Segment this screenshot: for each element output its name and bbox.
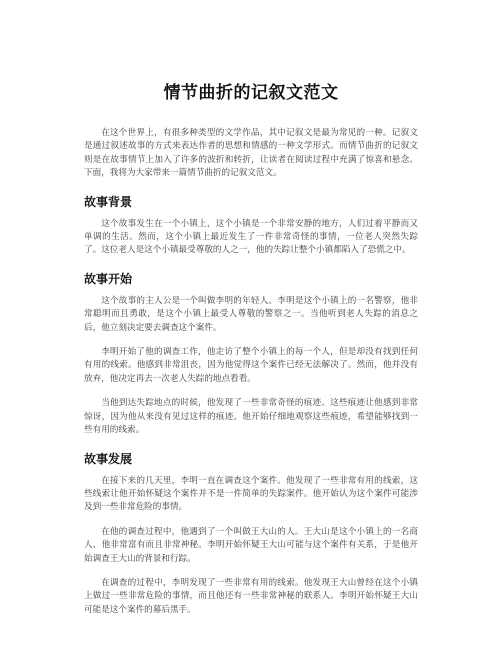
section-paragraph: 李明开始了他的调查工作，他走访了整个小镇上的每一个人，但是却没有找到任何有用的线索。他感到非常沮丧，因为他觉得这个案件已经无法解决了。然而，他并没有放弃，他决定再去一次老人失踪的地点看看。 bbox=[84, 347, 418, 384]
section-development bbox=[84, 450, 418, 618]
section-background bbox=[84, 193, 418, 258]
document-title: 情节曲折的记叙文范文 bbox=[163, 83, 339, 103]
section-paragraph: 这个故事发生在一个小镇上，这个小镇是一个非常安静的地方，人们过着平静而又单调的生活。然而，这个小镇上最近发生了一件非常奇怪的事情，一位老人突然失踪了。这位老人是这个小镇最受尊敬的人之一，他的失踪让整个小镇都陷入了恐慌之中。 bbox=[84, 218, 418, 256]
section-paragraph: 在他的调查过程中，他遇到了一个叫做王大山的人。王大山是这个小镇上的一名商人，他非常富有而且非常神秘。李明开始怀疑王大山可能与这个案件有关系，于是他开始调查王大山的背景和行踪。 bbox=[84, 526, 418, 564]
section-heading: 故事开始 bbox=[84, 271, 133, 286]
section-heading: 故事发展 bbox=[84, 451, 133, 466]
section-paragraph: 当他到达失踪地点的时候，他发现了一些非常奇怪的痕迹。这些痕迹让他感到非常惊讶，因为他从来没有见过这样的痕迹。他开始仔细地观察这些痕迹，希望能够找到一些有用的线索。 bbox=[84, 398, 418, 436]
section-paragraph: 这个故事的主人公是一个叫做李明的年轻人。李明是这个小镇上的一名警察，他非常聪明而且勇敢，是这个小镇上最受人尊敬的警察之一。当他听到老人失踪的消息之后，他立刻决定要去调查这个案件。 bbox=[84, 295, 418, 333]
section-paragraph: 在调查的过程中，李明发现了一些非常有用的线索。他发现王大山曾经在这个小镇上做过一些非常危险的事情，而且他还有一些非常神秘的联系人。李明开始怀疑王大山可能是这个案件的幕后黑手。 bbox=[84, 577, 418, 615]
section-paragraph: 在接下来的几天里，李明一直在调查这个案件。他发现了一些非常有用的线索，这些线索让他开始怀疑这个案件并不是一件简单的失踪案件。他开始认为这个案件可能涉及到一些非常危险的事情。 bbox=[84, 475, 418, 513]
section-heading: 故事背景 bbox=[84, 194, 133, 209]
intro-paragraph: 在这个世界上，有很多种类型的文学作品，其中记叙文是最为常见的一种。记叙文是通过叙述故事的方式来表达作者的思想和情感的一种文学形式。而情节曲折的记叙文则是在故事情节上加入了许多的波折和转折，让读者在阅读过程中充满了惊喜和悬念。下面，我将为大家带来一篇情节曲折的记叙文范文。 bbox=[84, 128, 418, 179]
section-start bbox=[84, 270, 418, 438]
